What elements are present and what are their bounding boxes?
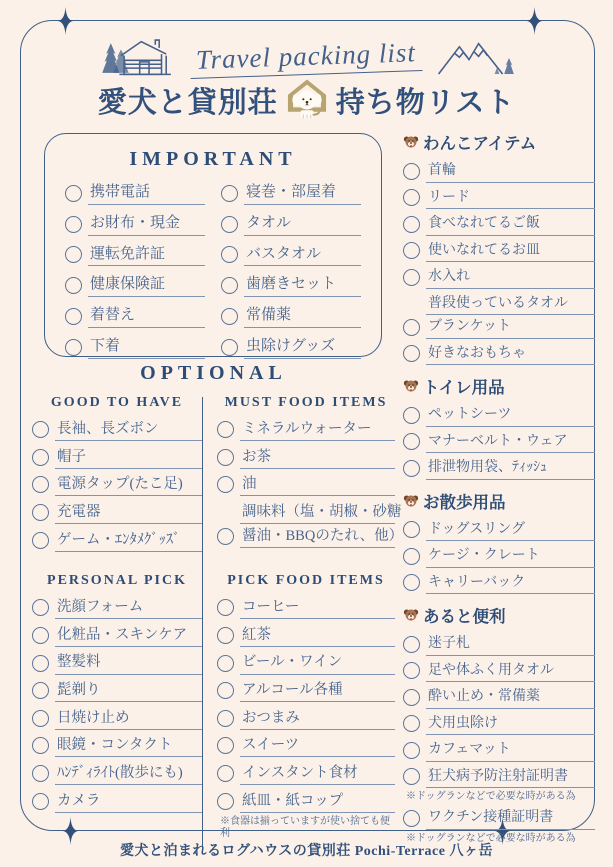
checklist-item-label: 着替え [88,306,205,328]
checklist-item [217,420,395,441]
checkbox-circle[interactable] [32,682,49,699]
checklist-item [32,475,202,496]
checkbox-circle[interactable] [403,216,420,233]
checklist-item-label: 普段使っているタオル ブランケット [426,295,595,339]
checkbox-circle[interactable] [403,407,420,424]
checkbox-circle[interactable] [403,521,420,538]
dog-section-list [403,162,595,365]
checkbox-circle[interactable] [32,710,49,727]
important-left-column [65,183,205,368]
checklist-item [65,275,205,297]
checkbox-circle[interactable] [403,548,420,565]
checkbox-circle[interactable] [217,449,234,466]
checklist-item-note: ※食器は揃っていますが使い捨ても便利 [220,816,390,840]
checklist-item [65,245,205,267]
checklist-item [403,635,595,656]
checkbox-circle[interactable] [217,421,234,438]
checkbox-circle[interactable] [32,532,49,549]
checklist-item [403,295,595,339]
important-section [44,133,382,357]
dog-face-icon [403,134,419,150]
checklist-item [403,662,595,683]
checkbox-circle[interactable] [221,246,238,263]
checklist-item [217,792,395,813]
checklist-item-label: 電源タップ(たこ足) [55,475,202,496]
checkbox-circle[interactable] [221,339,238,356]
checklist-item [217,475,395,496]
checkbox-circle[interactable] [217,528,234,545]
mountains-illustration [437,37,517,79]
checkbox-circle[interactable] [32,627,49,644]
checklist-item [65,306,205,328]
checklist-item [217,709,395,730]
checklist-item [221,306,361,328]
dog-section-list [403,635,595,845]
checklist-item-label: 好きなおもちゃ [426,345,595,366]
checklist-item-label: 犬用虫除け [426,715,595,736]
checklist-item [65,337,205,359]
checkbox-circle[interactable] [403,768,420,785]
checklist-item [403,459,595,480]
checklist-item-label: 寝巻・部屋着 [244,183,361,205]
dog-section-list [403,406,595,480]
optional-cell-must-food [202,395,404,558]
checklist-item-label: 首輪 [426,162,595,183]
checklist-item-label: 常備薬 [244,306,361,328]
checkbox-circle[interactable] [32,793,49,810]
checklist-item [221,337,361,359]
checkbox-circle[interactable] [65,308,82,325]
checkbox-circle[interactable] [65,339,82,356]
checkbox-circle[interactable] [403,433,420,450]
checklist-item-label: 足や体ふく用タオル [426,662,595,683]
checkbox-circle[interactable] [32,476,49,493]
optional-subheading: PICK FOOD ITEMS [227,573,385,589]
dog-section-heading [403,130,595,154]
checkbox-circle[interactable] [65,185,82,202]
checkbox-circle[interactable] [221,308,238,325]
checklist-item [32,736,202,757]
important-right-column [221,183,361,368]
checklist-item-label: おつまみ [240,709,395,730]
dog-section-wanko-items [403,130,595,365]
checklist-item-label: キャリーバック [426,574,595,595]
checkbox-circle[interactable] [403,345,420,362]
checklist-item-label: 運転免許証 [88,245,205,267]
checklist-item-label: 虫除けグッズ [244,337,361,359]
dog-face-icon [403,493,419,509]
checklist-item [403,268,595,289]
checklist-item-label: マナーベルト・ウェア [426,433,595,454]
checklist-item [403,809,595,830]
checklist-item [221,214,361,236]
checkbox-circle[interactable] [221,277,238,294]
checklist-item [65,183,205,205]
dog-section-walk [403,489,595,595]
dog-items-column [403,130,595,851]
checklist-item-label: 酔い止め・常備薬 [426,688,595,709]
checkbox-circle[interactable] [217,793,234,810]
checkbox-circle[interactable] [403,636,420,653]
checkbox-circle[interactable] [217,737,234,754]
checkbox-circle[interactable] [217,476,234,493]
page-title [0,78,613,122]
dog-section-title: あると便利 [423,607,506,626]
checklist-item-label: ペットシーツ [426,406,595,427]
checklist-item-label: 油 [240,475,395,496]
checkbox-circle[interactable] [32,449,49,466]
checkbox-circle[interactable] [221,185,238,202]
checklist-item [403,162,595,183]
checklist-item-label: 健康保険証 [88,275,205,297]
checklist-item-label: 水入れ [426,268,595,289]
checklist-item [32,681,202,702]
checklist-item [403,215,595,236]
checklist-item-label: アルコール各種 [240,681,395,702]
checkbox-circle[interactable] [403,742,420,759]
checkbox-circle[interactable] [217,710,234,727]
checkbox-circle[interactable] [403,810,420,827]
checklist-item-label: 狂犬病予防注射証明書 [426,768,595,789]
optional-cell-pick-food [202,573,395,846]
dog-face-icon [403,378,419,394]
checklist-item-label: 充電器 [55,503,202,524]
checkbox-circle[interactable] [403,689,420,706]
checklist-item-label: 日焼け止め [55,709,202,730]
checklist-item-label: カフェマット [426,741,595,762]
checklist-item-label: ケージ・クレート [426,547,595,568]
dog-section-handy [403,603,595,845]
checkbox-circle[interactable] [403,189,420,206]
checklist-item-label: 髭剃り [55,681,202,702]
checkbox-circle[interactable] [403,163,420,180]
checkbox-circle[interactable] [221,216,238,233]
checkbox-circle[interactable] [217,599,234,616]
checklist-item [217,764,395,785]
checklist-item-label: 帽子 [55,448,202,469]
checklist-item [403,715,595,736]
header [0,32,613,84]
checklist-item-label: ワクチン接種証明書 [426,809,595,830]
footer-text: 愛犬と泊まれるログハウスの貸別荘 Pochi-Terrace 八ヶ岳 [120,844,493,859]
checklist-item-label: 整髪料 [55,653,202,674]
checkbox-circle[interactable] [65,216,82,233]
checklist-item-label: カメラ [55,792,202,813]
checklist-item [403,433,595,454]
log-cabin-illustration [96,32,174,84]
page-title-right: 持ち物リスト [335,86,516,119]
checkbox-circle[interactable] [403,662,420,679]
optional-subheading: PERSONAL PICK [47,573,187,589]
dog-in-house-icon [285,78,329,122]
checkbox-circle[interactable] [403,574,420,591]
checklist-item-label: 歯磨きセット [244,275,361,297]
checklist-item-label: コーヒー [240,598,395,619]
checklist-item-label: リード [426,189,595,210]
dog-section-list [403,521,595,595]
checklist-item-label: 使いなれてるお皿 [426,242,595,263]
checklist-item-label: 携帯電話 [88,183,205,205]
checklist-item [32,626,202,647]
checklist-item-label: ビール・ワイン [240,653,395,674]
checklist-item [32,709,202,730]
sparkle-icon [58,7,73,35]
checklist-item-note: ※ドッグランなどで必要な時がある為 [406,832,576,844]
checklist-item-label: ドッグスリング [426,521,595,542]
dog-section-heading [403,374,595,398]
checklist-item-label: 洗顔フォーム [55,598,202,619]
checkbox-circle[interactable] [403,460,420,477]
checklist-item [403,768,595,789]
checklist-item [32,420,202,441]
checklist-item [217,448,395,469]
checklist-item [403,242,595,263]
checklist-item [65,214,205,236]
checklist-item-label: バスタオル [244,245,361,267]
checklist-item [403,406,595,427]
checklist-item [32,531,202,552]
checklist-item-note: ※ドッグランなどで必要な時がある為 [406,791,576,802]
checklist-item [217,626,395,647]
checklist-item [217,653,395,674]
checkbox-circle[interactable] [217,655,234,672]
dog-section-title: トイレ用品 [423,378,505,397]
checklist-item-label: 眼鏡・コンタクト [55,736,202,757]
checklist-item-label: 紙皿・紙コップ [240,792,395,813]
checklist-item-label: 調味料（塩・胡椒・砂糖 醤油・BBQのたれ、他） [240,503,395,548]
checkbox-circle[interactable] [403,269,420,286]
checklist-item [32,792,202,813]
checkbox-circle[interactable] [32,504,49,521]
checkbox-circle[interactable] [32,421,49,438]
checklist-item-label: インスタント食材 [240,764,395,785]
checklist-item [32,764,202,785]
optional-list [217,598,395,840]
checklist-item [32,448,202,469]
optional-subheading: MUST FOOD ITEMS [224,395,388,410]
checklist-item [221,245,361,267]
checklist-item-label: 下着 [88,337,205,359]
checklist-item [403,741,595,762]
important-heading: IMPORTANT [129,148,297,170]
dog-section-title: わんこアイテム [423,134,537,153]
checkbox-circle[interactable] [32,765,49,782]
checklist-item-label: 迷子札 [426,635,595,656]
checkbox-circle[interactable] [217,627,234,644]
checklist-item [403,688,595,709]
checklist-item [403,345,595,366]
checkbox-circle[interactable] [65,277,82,294]
checklist-item-label: 長袖、長ズボン [55,420,202,441]
checkbox-circle[interactable] [32,655,49,672]
optional-list [32,420,202,552]
optional-list [32,598,202,813]
checklist-item [217,681,395,702]
checkbox-circle[interactable] [32,737,49,754]
checklist-item [403,521,595,542]
checklist-item-label: ゲーム・ｴﾝﾀﾒｸﾞｯｽﾞ [55,531,202,552]
checklist-item [221,183,361,205]
checkbox-circle[interactable] [403,319,420,336]
dog-face-icon [403,607,419,623]
dog-section-heading [403,489,595,513]
checklist-item-label: 紅茶 [240,626,395,647]
page-title-left: 愛犬と貸別荘 [97,86,278,119]
checklist-item [217,736,395,757]
checklist-item-label: お財布・現金 [88,214,205,236]
checklist-item [32,503,202,524]
script-subtitle: Travel packing list [189,37,422,79]
column-divider [202,397,203,846]
checkbox-circle[interactable] [65,246,82,263]
dog-section-toilet [403,374,595,480]
checklist-item [217,503,404,548]
checklist-item-label: ミネラルウォーター [240,420,395,441]
checklist-item [217,598,395,619]
checklist-item [221,275,361,297]
checklist-item-label: ﾊﾝﾃﾞｨﾗｲﾄ(散歩にも) [55,764,202,785]
optional-heading: OPTIONAL [140,362,287,384]
optional-cell-good-to-have [32,395,202,558]
dog-section-title: お散歩用品 [423,492,506,512]
dog-section-heading [403,603,595,627]
checklist-item-label: 排泄物用袋、ﾃｨｯｼｭ [426,459,595,480]
optional-list [217,420,404,548]
optional-cell-personal-pick [32,573,202,846]
checkbox-circle[interactable] [217,682,234,699]
sparkle-icon [527,7,542,35]
checklist-item-label: スイーツ [240,736,395,757]
checklist-item [403,189,595,210]
checklist-item-label: タオル [244,214,361,236]
checklist-item-label: 化粧品・スキンケア [55,626,202,647]
checkbox-circle[interactable] [217,765,234,782]
optional-subheading: GOOD TO HAVE [50,395,184,410]
checklist-item-label: 食べなれてるご飯 [426,215,595,236]
checkbox-circle[interactable] [403,242,420,259]
checkbox-circle[interactable] [403,715,420,732]
checklist-item [32,598,202,619]
checklist-item-label: お茶 [240,448,395,469]
checkbox-circle[interactable] [32,599,49,616]
checklist-item [403,574,595,595]
checklist-item [32,653,202,674]
checklist-item [403,547,595,568]
optional-section [32,362,404,846]
